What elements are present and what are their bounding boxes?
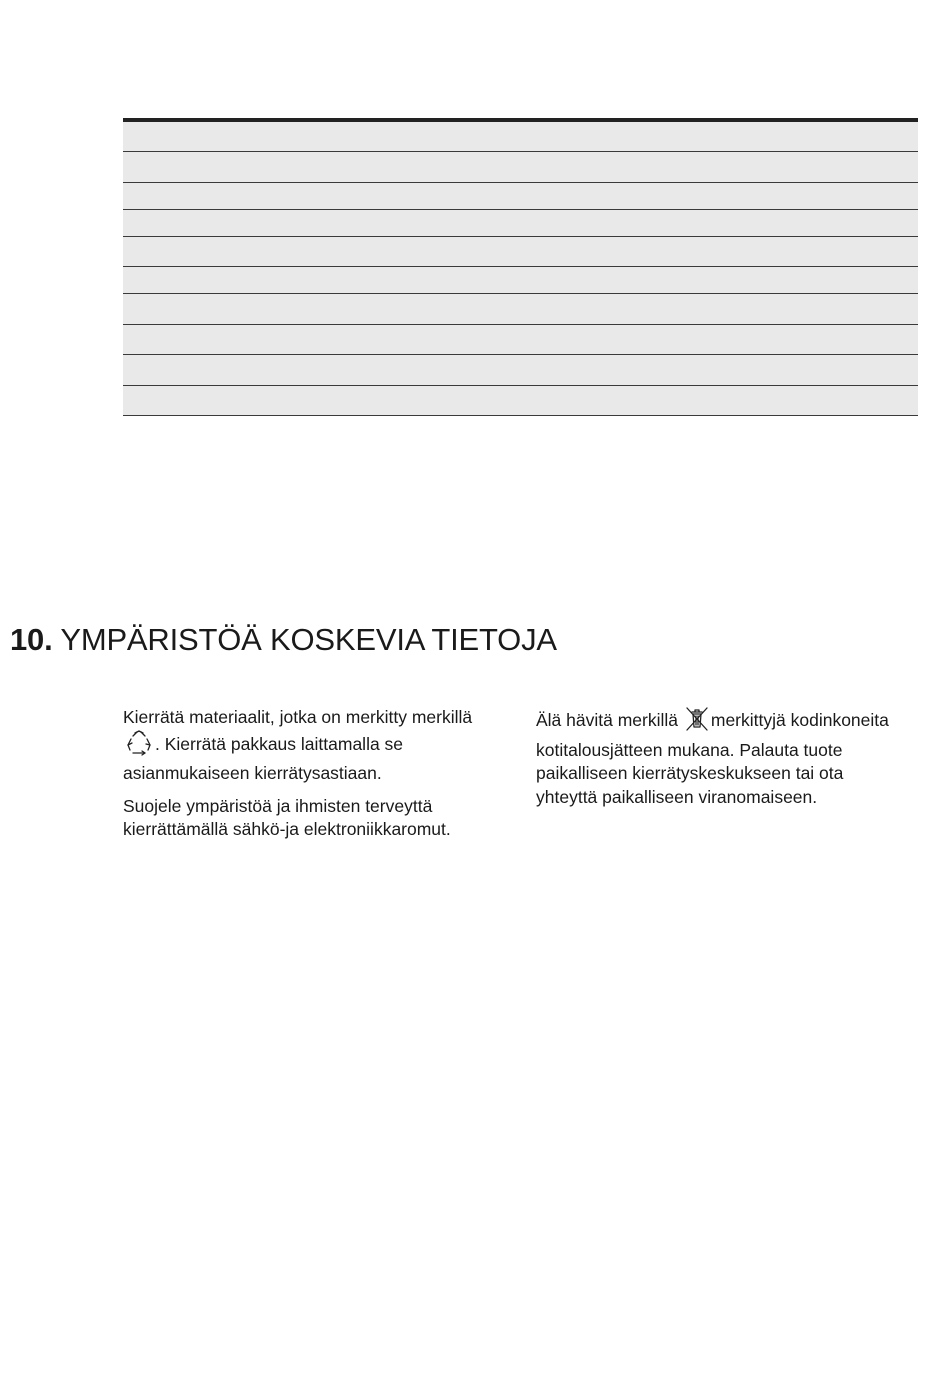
table-row (123, 355, 918, 386)
table-row (123, 237, 918, 267)
recycle-text-after: . Kierrätä pakkaus laittamalla se asianmukaiseen kierrätysastiaan. (123, 733, 404, 783)
recycle-text-before: Kierrätä materiaalit, jotka on merkitty merkillä (123, 707, 473, 727)
right-column (536, 706, 906, 818)
disposal-paragraph (536, 706, 906, 809)
left-column (123, 706, 503, 851)
recycle-paragraph (123, 706, 503, 786)
spec-table (123, 118, 918, 416)
disposal-text-before: Älä hävitä merkillä (536, 710, 678, 730)
table-row (123, 294, 918, 325)
table-row (123, 183, 918, 210)
table-row (123, 152, 918, 183)
table-row (123, 267, 918, 294)
table-row (123, 210, 918, 237)
recycle-icon (125, 730, 153, 763)
section-number: 10. (10, 622, 53, 657)
table-row (123, 325, 918, 355)
weee-paragraph: Suojele ympäristöä ja ihmisten terveyttä kierrättämällä sähkö-ja elektroniikkaromut. (123, 795, 451, 839)
table-row (123, 386, 918, 416)
table-row (123, 122, 918, 152)
disposal-text-after: merkittyjä kodinkoneita kotitalousjätteen mukana. Palauta tuote paikalliseen kierrätyskeskukseen tai ota yhteyttä paikalliseen viranomaiseen. (536, 710, 889, 807)
section-heading (10, 622, 557, 658)
crossed-out-bin-icon (685, 706, 709, 739)
section-title: YMPÄRISTÖÄ KOSKEVIA TIETOJA (60, 622, 557, 657)
